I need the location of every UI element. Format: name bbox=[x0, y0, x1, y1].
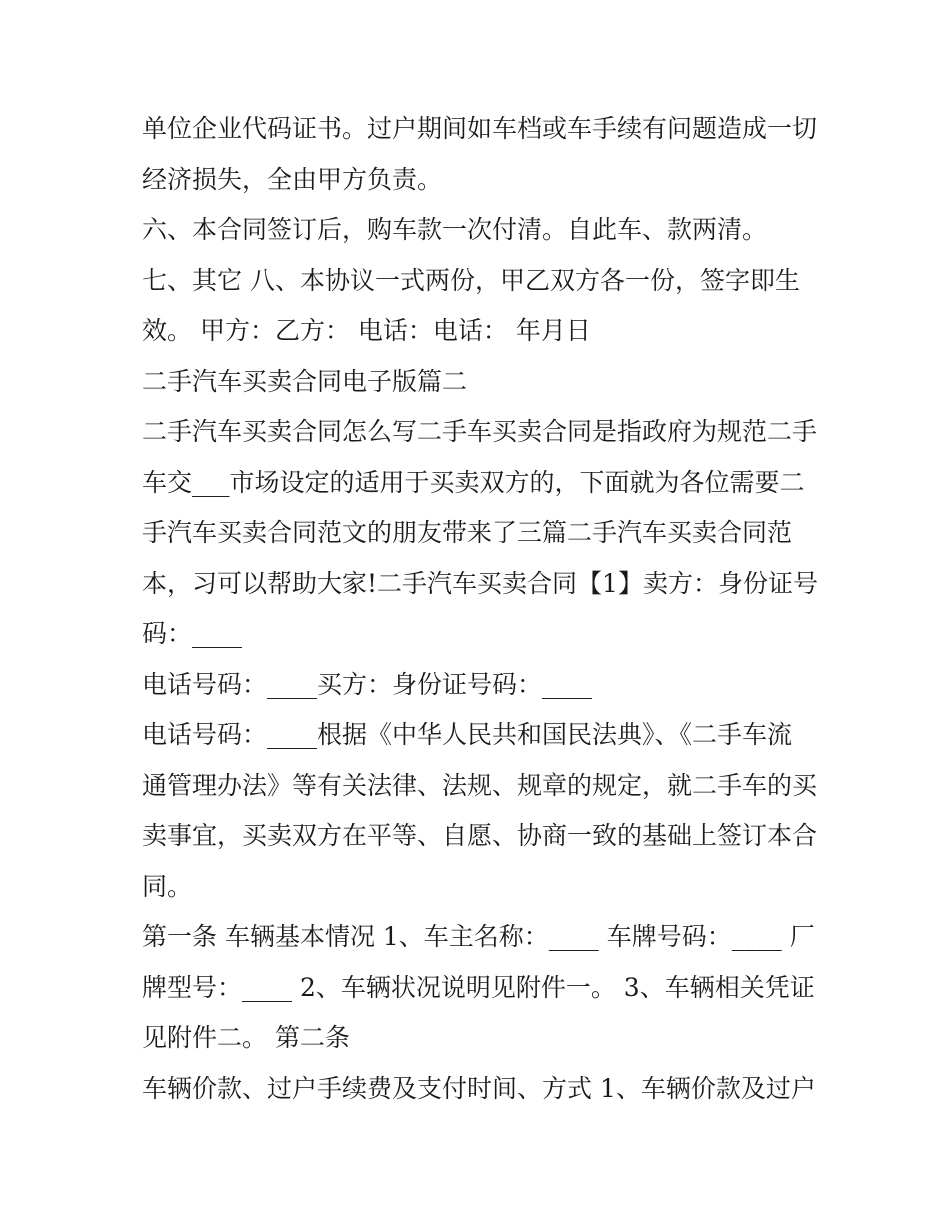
text-line: 码：____ bbox=[142, 619, 243, 648]
text-line: 第一条 车辆基本情况 1、车主名称：____ 车牌号码：____ 厂 bbox=[142, 922, 815, 951]
text-line: 经济损失，全由甲方负责。 bbox=[142, 164, 443, 194]
text-line: 同。 bbox=[142, 871, 193, 901]
text-line: 见附件二。 第二条 bbox=[142, 1023, 350, 1052]
text-line: 车辆价款、过户手续费及支付时间、方式 1、车辆价款及过户 bbox=[142, 1073, 816, 1103]
text-line: 单位企业代码证书。过户期间如车档或车手续有问题造成一切 bbox=[142, 114, 818, 143]
text-line: 六、本合同签订后，购车款一次付清。自此车、款两清。 bbox=[142, 215, 768, 244]
text-line: 卖事宜，买卖双方在平等、自愿、协商一致的基础上签订本合 bbox=[142, 821, 818, 850]
document-body bbox=[142, 104, 822, 1114]
text-line: 车交___市场设定的适用于买卖双方的，下面就为各位需要二 bbox=[142, 467, 805, 497]
text-line: 本，习可以帮助大家!二手汽车买卖合同【1】卖方：身份证号 bbox=[142, 568, 818, 598]
text-line: 手汽车买卖合同范文的朋友带来了三篇二手汽车买卖合同范 bbox=[142, 518, 793, 547]
text-line: 二手汽车买卖合同怎么写二手车买卖合同是指政府为规范二手 bbox=[142, 417, 818, 446]
section-heading: 二手汽车买卖合同电子版篇二 bbox=[142, 366, 468, 396]
text-line: 效。 甲方：乙方： 电话：电话： 年月日 bbox=[142, 316, 591, 345]
text-line: 七、其它 八、本协议一式两份，甲乙双方各一份，签字即生 bbox=[142, 265, 800, 295]
text-line: 电话号码：____根据《中华人民共和国民法典》、《二手车流 bbox=[142, 720, 793, 749]
text-line: 牌型号：____ 2、车辆状况说明见附件一。 3、车辆相关凭证 bbox=[142, 972, 815, 1002]
text-line: 通管理办法》等有关法律、法规、规章的规定，就二手车的买 bbox=[142, 770, 818, 800]
text-line: 电话号码：____买方：身份证号码：____ bbox=[142, 669, 593, 699]
